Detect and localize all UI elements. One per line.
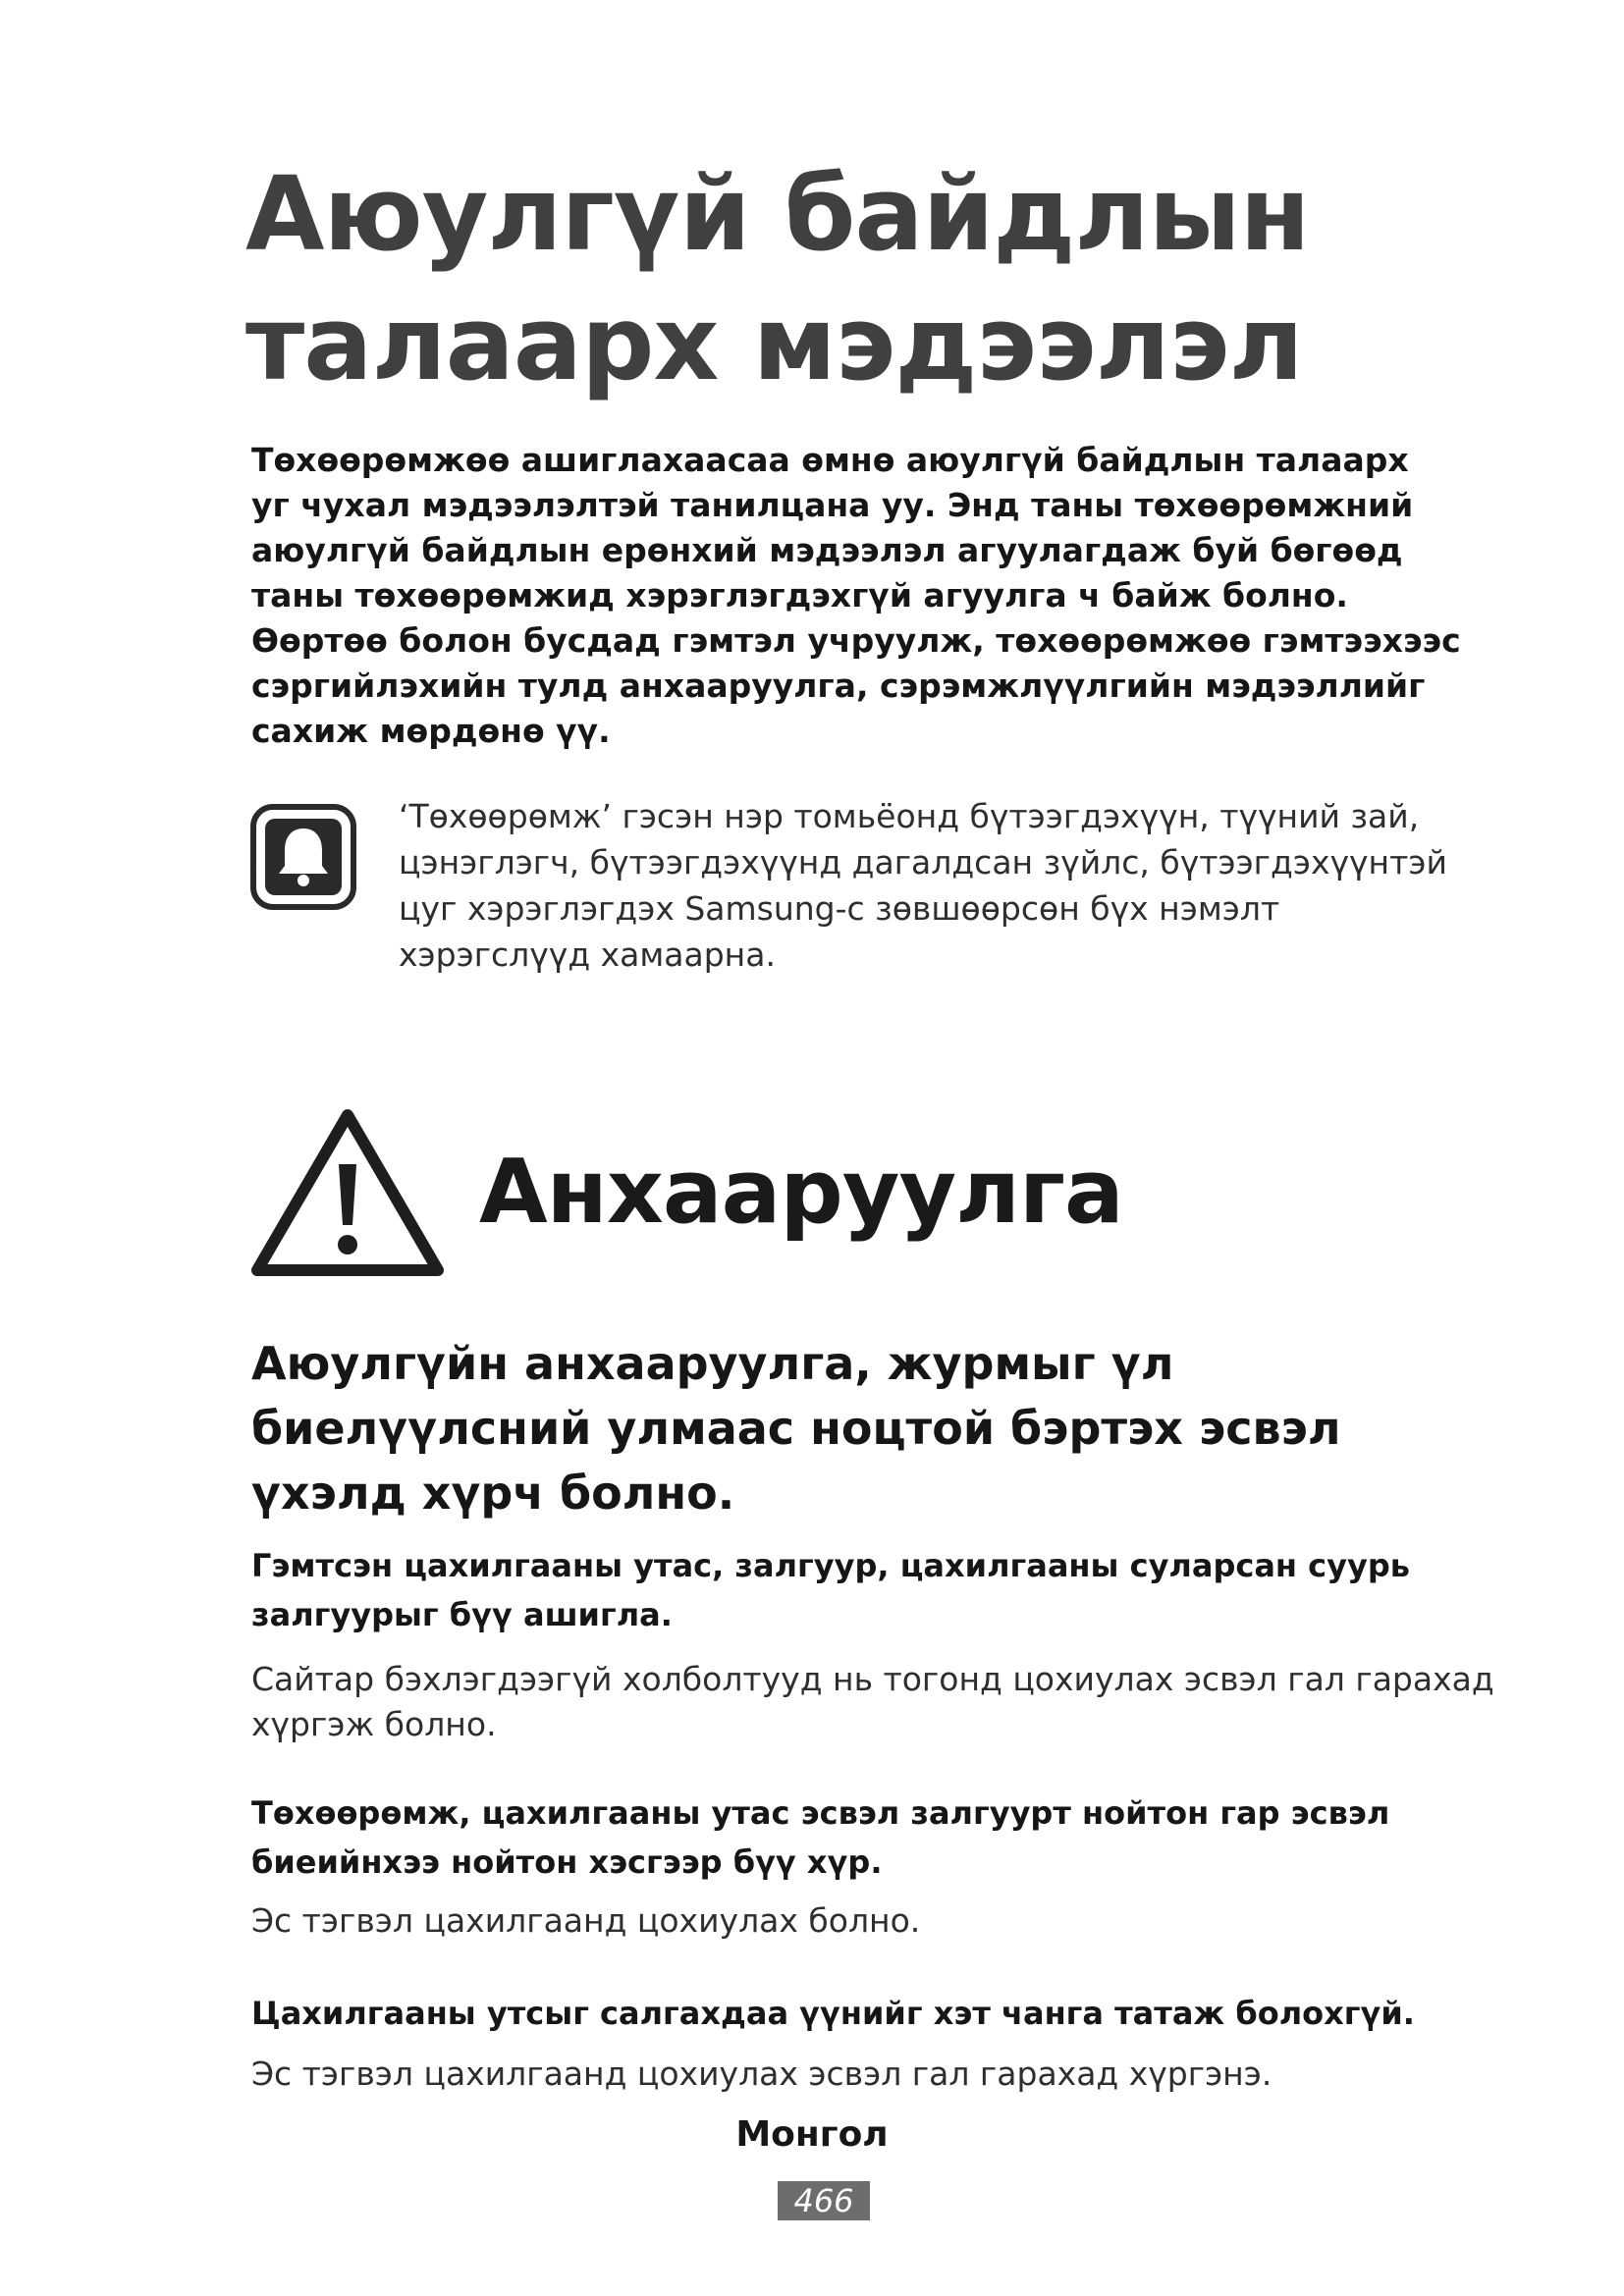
note-line: хэрэгслүүд хамаарна. bbox=[399, 935, 776, 974]
intro-line: аюулгүй байдлын ерөнхий мэдээлэл агуулагдаж буй бөгөөд bbox=[251, 531, 1403, 569]
warning-item-body-line: Эс тэгвэл цахилгаанд цохиулах эсвэл гал гарахад хүргэнэ. bbox=[251, 2055, 1272, 2093]
page-number-badge: 466 bbox=[778, 2181, 870, 2220]
warning-item-title bbox=[251, 1789, 1449, 1887]
note-line: ‘Төхөөрөмж’ гэсэн нэр томьёонд бүтээгдэхүүн, түүний зай, bbox=[399, 797, 1420, 835]
warning-item-title-line: Гэмтсэн цахилгааны утас, залгуур, цахилгааны суларсан суурь bbox=[251, 1547, 1410, 1584]
warning-item-title bbox=[251, 1989, 1449, 2038]
warning-item-title-line: Төхөөрөмж, цахилгааны утас эсвэл залгуурт нойтон гар эсвэл bbox=[251, 1794, 1390, 1832]
warning-item-body bbox=[251, 1657, 1494, 1747]
warning-subheading-line: Аюулгүйн анхааруулга, журмыг үл bbox=[251, 1337, 1174, 1390]
warning-subheading-line: үхэлд хүрч болно. bbox=[251, 1467, 735, 1520]
intro-line: таны төхөөрөмжид хэрэглэгдэхгүй агуулга ч байж болно. bbox=[251, 576, 1348, 614]
page-title bbox=[245, 149, 1424, 408]
intro-paragraph bbox=[251, 438, 1461, 754]
intro-line: уг чухал мэдээлэлтэй танилцана уу. Энд таны төхөөрөмжний bbox=[251, 486, 1414, 524]
intro-line: Төхөөрөмжөө ашиглахаасаа өмнө аюулгүй байдлын талаарх bbox=[251, 441, 1409, 479]
note-paragraph bbox=[399, 793, 1447, 978]
intro-line: сэргийлэхийн тулд анхааруулга, сэрэмжлүүлгийн мэдээллийг bbox=[251, 667, 1426, 705]
intro-line: Өөртөө болон бусдад гэмтэл учруулж, төхөөрөмжөө гэмтээхээс bbox=[251, 621, 1461, 660]
warning-item-title-line: Цахилгааны утсыг салгахдаа үүнийг хэт чанга татаж болохгүй. bbox=[251, 1995, 1415, 2032]
warning-subheading-line: биелүүлсний улмаас ноцтой бэртэх эсвэл bbox=[251, 1402, 1341, 1455]
warning-item-body bbox=[251, 1898, 1469, 1944]
warning-item-title-line: биеийнхээ нойтон хэсгээр бүү хүр. bbox=[251, 1843, 883, 1881]
warning-item-title-line: залгуурыг бүү ашигла. bbox=[251, 1596, 673, 1633]
warning-item-title bbox=[251, 1541, 1449, 1639]
warning-item-body-line: хүргэж болно. bbox=[251, 1705, 497, 1743]
warning-heading: Анхааруулга bbox=[479, 1141, 1123, 1244]
page-title-line: Аюулгүй байдлын bbox=[245, 154, 1310, 274]
warning-item-body-line: Сайтар бэхлэгдээгүй холболтууд нь тогонд цохиулах эсвэл гал гарахад bbox=[251, 1660, 1494, 1698]
warning-triangle-icon bbox=[249, 1105, 446, 1282]
warning-item-body-line: Эс тэгвэл цахилгаанд цохиулах болно. bbox=[251, 1901, 921, 1940]
intro-line: сахиж мөрдөнө үү. bbox=[251, 712, 611, 750]
footer-language: Монгол bbox=[735, 2114, 889, 2155]
bell-notice-icon bbox=[249, 803, 357, 911]
page-title-line: талаарх мэдээлэл bbox=[245, 284, 1303, 403]
warning-subheading bbox=[251, 1331, 1430, 1525]
note-line: цэнэглэгч, бүтээгдэхүүнд дагалдсан зүйлс, бүтээгдэхүүнтэй bbox=[399, 843, 1447, 881]
note-line: цуг хэрэглэгдэх Samsung-с зөвшөөрсөн бүх нэмэлт bbox=[399, 889, 1280, 928]
warning-item-body bbox=[251, 2052, 1469, 2097]
